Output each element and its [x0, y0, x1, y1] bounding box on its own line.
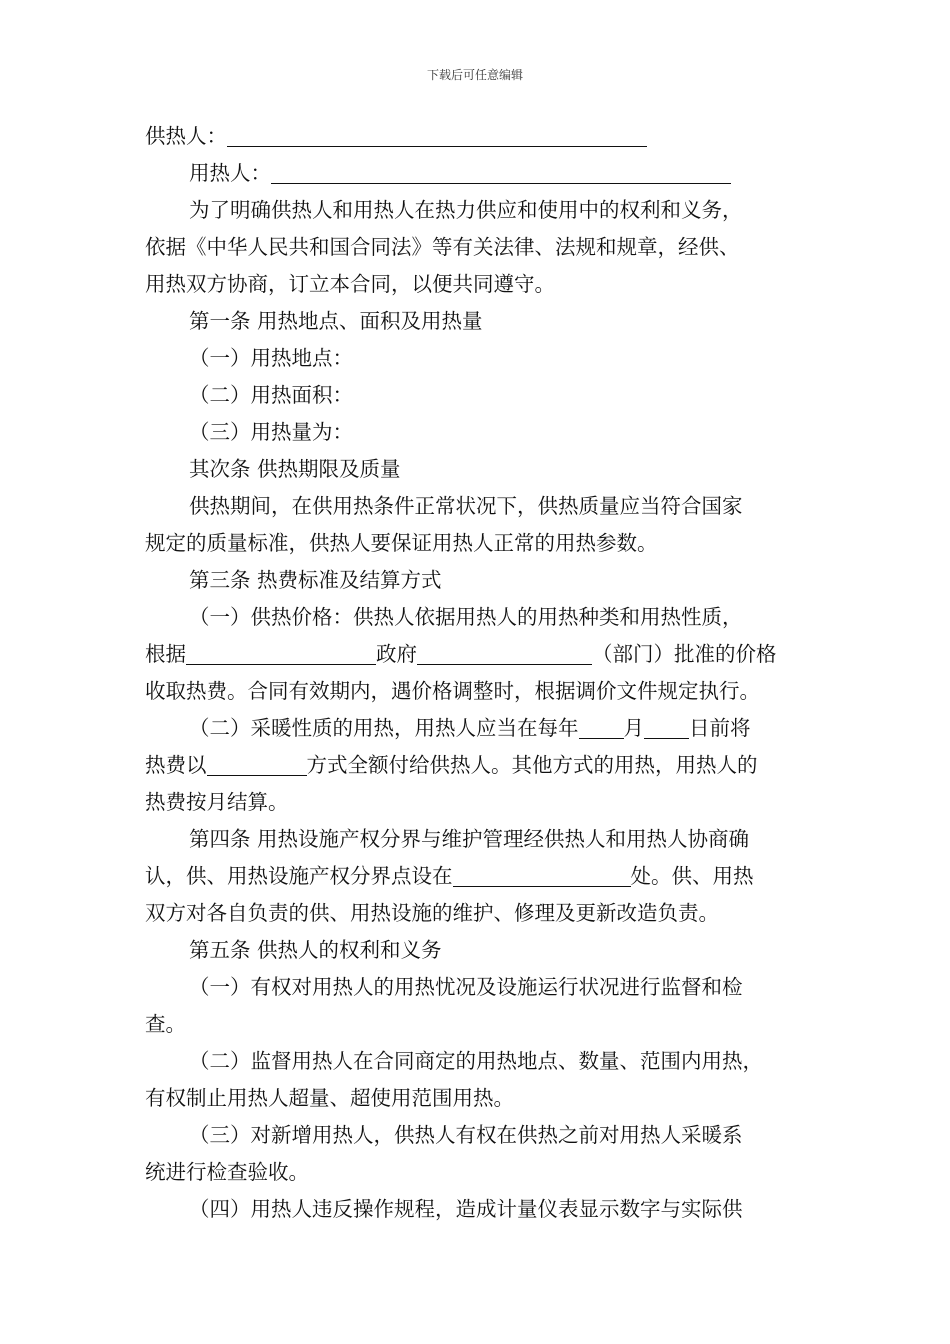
payment-method-blank[interactable]	[207, 751, 307, 776]
text-fragment: 方式全额付给供热人。其他方式的用热，用热人的	[306, 753, 758, 777]
article-5-item-2: （二）监督用热人在合同商定的用热地点、数量、范围内用热，	[189, 1049, 763, 1073]
payment-method-line	[145, 747, 810, 784]
article-5-item-2-cont: 有权制止用热人超量、超使用范围用热。	[145, 1086, 514, 1110]
text-fragment: （二）采暖性质的用热，用热人应当在每年	[189, 716, 579, 740]
article-3-text: 收取热费。合同有效期内，遇价格调整时，根据调价文件规定执行。	[145, 679, 760, 703]
article-1-item-3: （三）用热量为：	[189, 420, 353, 444]
boundary-point-line	[145, 858, 810, 895]
article-5-item-3: （三）对新增用热人，供热人有权在供热之前对用热人采暖系	[189, 1123, 743, 1147]
user-line	[145, 155, 810, 192]
intro-line-2: 依据《中华人民共和国合同法》等有关法律、法规和规章，经供、	[145, 235, 740, 259]
article-5-item-4: （四）用热人违反操作规程，造成计量仪表显示数字与实际供	[189, 1197, 743, 1221]
price-basis-line	[145, 636, 810, 673]
article-3-item-1: （一）供热价格：供热人依据用热人的用热种类和用热性质，	[189, 605, 743, 629]
article-4-title: 第四条 用热设施产权分界与维护管理经供热人和用热人协商确	[189, 827, 750, 851]
contract-body	[145, 118, 810, 1228]
article-1-item-2: （二）用热面积：	[189, 383, 353, 407]
article-3-end: 热费按月结算。	[145, 790, 289, 814]
text-fragment: 根据	[145, 642, 186, 666]
supplier-line	[145, 118, 810, 155]
month-blank[interactable]	[579, 714, 624, 739]
article-2-title: 其次条 供热期限及质量	[189, 457, 401, 481]
supplier-label: 供热人：	[145, 124, 227, 148]
text-fragment: 日前将	[689, 716, 751, 740]
article-2-text-2: 规定的质量标准，供热人要保证用热人正常的用热参数。	[145, 531, 658, 555]
text-fragment: （部门）批准的价格	[592, 642, 777, 666]
text-fragment: 月	[623, 716, 644, 740]
article-2-text-1: 供热期间，在供用热条件正常状况下，供热质量应当符合国家	[189, 494, 743, 518]
supplier-blank[interactable]	[227, 122, 647, 147]
text-fragment: 政府	[376, 642, 417, 666]
article-5-title: 第五条 供热人的权利和义务	[189, 938, 442, 962]
boundary-point-blank[interactable]	[453, 862, 631, 887]
text-fragment: 认，供、用热设施产权分界点设在	[145, 864, 453, 888]
page-header: 下载后可任意编辑	[426, 68, 523, 82]
article-4-text: 双方对各自负责的供、用热设施的维护、修理及更新改造负责。	[145, 901, 719, 925]
user-blank[interactable]	[271, 159, 731, 184]
payment-date-line	[145, 710, 810, 747]
intro-line-1: 为了明确供热人和用热人在热力供应和使用中的权利和义务，	[189, 198, 743, 222]
article-5-item-3-cont: 统进行检查验收。	[145, 1160, 309, 1184]
government-blank[interactable]	[186, 640, 376, 665]
department-blank[interactable]	[417, 640, 592, 665]
day-blank[interactable]	[644, 714, 689, 739]
article-1-item-1: （一）用热地点：	[189, 346, 353, 370]
text-fragment: 热费以	[145, 753, 207, 777]
text-fragment: 处。供、用热	[630, 864, 754, 888]
article-3-title: 第三条 热费标准及结算方式	[189, 568, 442, 592]
article-1-title: 第一条 用热地点、面积及用热量	[189, 309, 483, 333]
article-5-item-1: （一）有权对用热人的用热忧况及设施运行状况进行监督和检	[189, 975, 743, 999]
article-5-item-1-cont: 查。	[145, 1012, 186, 1036]
intro-line-3: 用热双方协商，订立本合同，以便共同遵守。	[145, 272, 555, 296]
user-label: 用热人：	[189, 161, 271, 185]
